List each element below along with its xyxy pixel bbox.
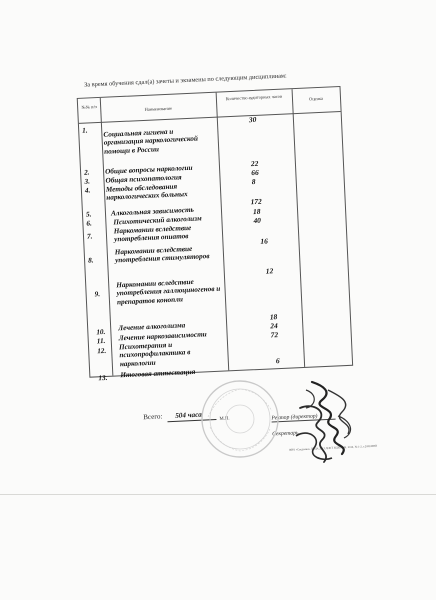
row-number: 13. (98, 373, 108, 383)
row-hours: 8 (251, 176, 256, 187)
row-number: 5. (85, 210, 92, 219)
row-name: Наркомании вследствие употребления опиатов (113, 223, 192, 244)
row-number: 3. (84, 177, 91, 186)
disciplines-table (77, 86, 353, 383)
row-hours: 12 (265, 266, 274, 276)
row-name: Психотерапия и психопрофилактика в наркологии (118, 340, 191, 369)
row-number: 2. (83, 168, 90, 177)
row-number: 9. (94, 290, 101, 299)
total-value: 504 часа (167, 410, 216, 422)
row-number: 10. (96, 327, 106, 337)
row-number: 7. (86, 232, 93, 241)
row-hours: 72 (270, 330, 279, 340)
secretary-label: Секретарь (272, 430, 299, 438)
header-grade: Оценка (308, 95, 324, 102)
row-name: Лечение алкоголизма (118, 321, 186, 333)
row-hours: 6 (275, 356, 280, 366)
round-stamp (198, 377, 282, 461)
row-name: Общая психопатология (105, 173, 182, 185)
total-label: Всего: (143, 412, 163, 422)
header-number: №№ п/п (81, 104, 97, 110)
row-name: Социальная гигиена и организация наркологической помощи в России (103, 127, 199, 156)
row-name: Алкогольная зависимость (110, 205, 195, 218)
row-name: Наркомании вследствие употребления стимуляторов (114, 244, 210, 265)
row-hours: 40 (253, 215, 262, 226)
row-name: Общие вопросы наркологии (104, 163, 193, 176)
row-name: Лечение наркозависимости (118, 330, 207, 343)
footer-note: ФИО «Сведения» ЛИЦА 2013 ДОКТ ИДЕНТ М. 2014, № 1-2, т.2008 ИНН (288, 444, 378, 452)
seal-place-label: М.П. (219, 416, 230, 422)
row-hours: 24 (270, 321, 278, 331)
row-hours: 66 (251, 167, 259, 178)
row-hours: 18 (269, 312, 278, 322)
rector-label: Ректор (директор) (271, 413, 335, 423)
row-name: Итоговая аттестация (120, 367, 196, 380)
row-hours: 22 (250, 158, 259, 169)
row-number: 12. (97, 346, 107, 356)
row-number: 1. (82, 126, 88, 135)
row-name: Наркомании вследствие употребления галлюциногенов и препаратов конопли (116, 277, 221, 307)
header-hours: Количество аудиторных часов (225, 93, 283, 102)
row-name: Методы обследования наркологических больных (105, 182, 188, 203)
table-column-divider (292, 89, 306, 367)
handwritten-signature (292, 378, 360, 470)
row-hours: 16 (260, 236, 269, 246)
row-number: 11. (96, 336, 106, 346)
intro-text: За время обучения сдал(а) зачеты и экзамены по следующим дисциплинам: (83, 72, 287, 89)
row-hours: 18 (252, 206, 261, 217)
row-hours: 172 (250, 196, 262, 207)
row-number: 8. (87, 256, 94, 265)
row-name: Психотический алкоголизм (113, 214, 202, 227)
header-name: Наименование (144, 105, 173, 112)
row-number: 4. (84, 186, 91, 195)
row-number: 6. (86, 219, 93, 228)
row-hours: 30 (248, 114, 257, 125)
